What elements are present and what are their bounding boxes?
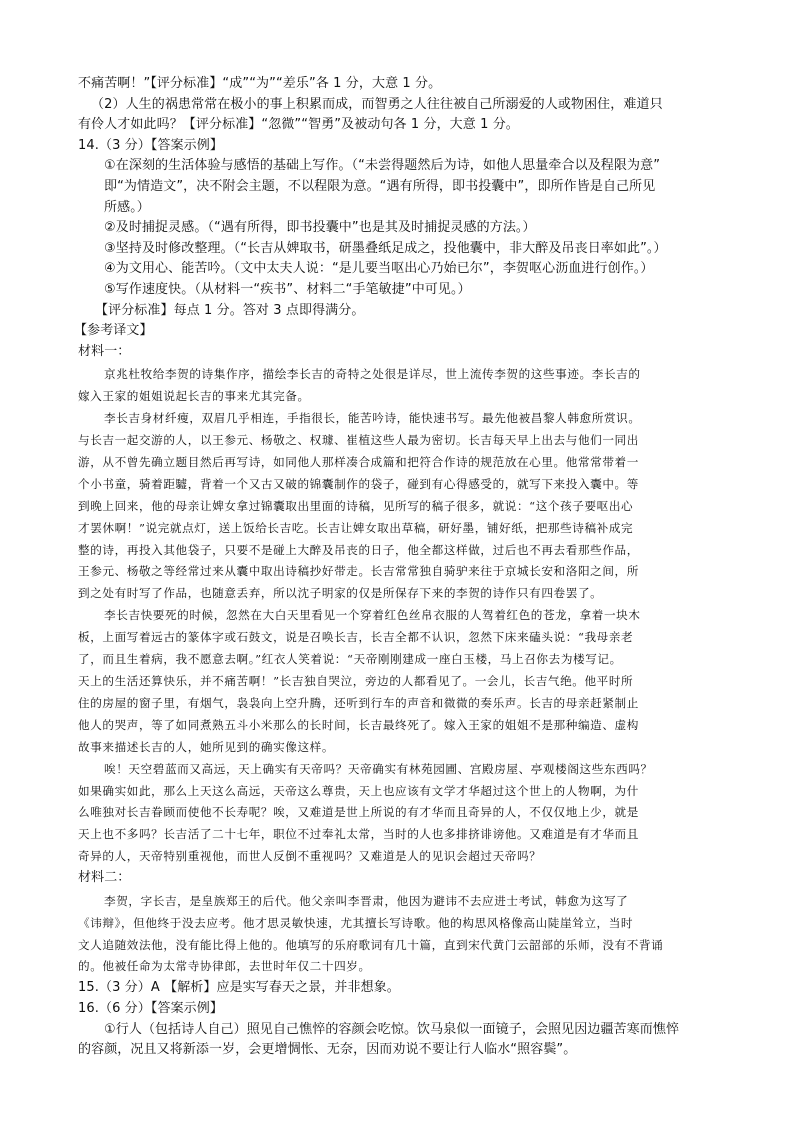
question-15: 15.（3 分）A 【解析】应是实写春天之景，并非想象。 <box>78 980 400 996</box>
q14-line-3: 所感。） <box>104 199 150 215</box>
m1-line-13: 板，上面写着远古的篆体字或石鼓文，说是召唤长吉，长吉全都不认识，忽然下床来磕头说：“我母亲老 <box>78 630 634 645</box>
m1-line-14: 了，而且生着病，我不愿意去啊。”红衣人笑着说：“天帝刚刚建成一座白玉楼，马上召你去为楼写记。 <box>78 652 622 667</box>
question-16-heading: 16.（6 分）【答案示例】 <box>78 1000 223 1016</box>
m2-line-2: 《讳辩》，但他终于没去应考。他才思灵敏快速，尤其擅长写诗歌。他的构思风格像高山陡崖耸立，当时 <box>78 915 634 930</box>
m1-line-17: 他人的哭声，等了如同煮熟五斗小米那么的长时间，长吉最终死了。嫁入王家的姐姐不是那种编造、虚构 <box>78 717 639 732</box>
m1-line-8: 才罢休啊！”说完就点灯，送上饭给长吉吃。长吉让婢女取出草稿，研好墨，铺好纸，把那些诗稿补成完 <box>78 520 634 535</box>
q14-line-5: ③坚持及时修改整理。（“长吉从婢取书，研墨叠纸足成之，投他囊中，非大醉及吊丧日率如此”。） <box>104 240 667 256</box>
top-line-1: 不痛苦啊！”【评分标准】“成”“为”“差乐”各 1 分，大意 1 分。 <box>78 76 442 91</box>
m2-line-1: 李贺，字长吉，是皇族郑王的后代。他父亲叫李晋肃，他因为避讳不去应进士考试，韩愈为这写了 <box>104 893 629 908</box>
m1-line-20: 如果确实如此，那么上天这么高远，天帝这么尊贵，天上也应该有文学才华超过这个世上的人物啊，为什 <box>78 783 639 798</box>
m1-line-7: 到晚上回来，他的母亲让婢女拿过锦囊取出里面的诗稿，见所写的稿子很多，就说：“这个孩子要呕出心 <box>78 498 634 513</box>
top-line-3: 有伶人才如此吗？【评分标准】“忽微”“智勇”及被动句各 1 分，大意 1 分。 <box>78 117 519 133</box>
m1-line-16: 住的房屋的窗子里，有烟气，袅袅向上空升腾，还听到行车的声音和微微的奏乐声。长吉的母亲赶紧制止 <box>78 695 639 710</box>
q14-line-2: 即“为情造文”，决不附会主题，不以程限为意。“遇有所得，即书投囊中”，即所作皆是自己所见 <box>104 178 656 194</box>
m1-line-11: 到之处有时写了作品，也随意丢弃，所以沈子明家的仅是所保存下来的李贺的诗作只有四卷罢了。 <box>78 586 603 601</box>
m1-line-5: 游，从不曾先确立题目然后再写诗，如同他人那样凑合成篇和把符合作诗的规范放在心里。他常常带着一 <box>78 454 639 469</box>
m2-line-3: 文人追随效法他，没有能比得上他的。他填写的乐府歌词有几十篇，直到宋代黄门云韶部的乐师，没有不背诵 <box>78 937 664 952</box>
answer-key-page <box>74 74 718 1061</box>
m1-line-22: 天上也不多吗？长吉活了二十七年，职位不过奉礼太常，当时的人也多排挤诽谤他。又难道是有才华而且 <box>78 827 639 842</box>
q16-line-2: 的容颜，况且又将新添一岁，会更增惆怅、无奈，因而劝说不要让行人临水“照容鬓”。 <box>78 1042 577 1058</box>
m1-line-19: 唉！天空碧蓝而又高远，天上确实有天帝吗？天帝确实有林苑园圃、宫殿房屋、亭观楼阁这些东西吗？ <box>104 761 653 776</box>
m1-line-9: 整的诗，再投入其他袋子，只要不是碰上大醉及吊丧的日子，他全都这样做，过后也不再去看那些作品， <box>78 542 639 557</box>
m1-line-1: 京兆杜牧给李贺的诗集作序，描绘李长吉的奇特之处很是详尽，世上流传李贺的这些事迹。李长吉的 <box>104 367 641 382</box>
m1-line-3: 李长吉身材纤瘦，双眉几乎相连，手指很长，能苦吟诗，能快速书写。最先他被昌黎人韩愈所赏识。 <box>104 411 641 426</box>
m1-line-23: 奇异的人，天帝特别重视他，而世人反倒不重视吗？又难道是人的见识会超过天帝吗？ <box>78 849 542 864</box>
q14-line-7: ⑤写作速度快。（从材料一“疾书”、材料二“手笔敏捷”中可见。） <box>104 281 471 297</box>
q14-line-1: ①在深刻的生活体验与感悟的基础上写作。（“未尝得题然后为诗，如他人思量牵合以及程限为意” <box>104 158 661 174</box>
m1-line-12: 李长吉快要死的时候，忽然在大白天里看见一个穿着红色丝帛衣服的人驾着红色的苍龙，拿着一块木 <box>104 608 641 623</box>
m1-line-18: 故事来描述长吉的人，她所见到的确实像这样。 <box>78 739 335 754</box>
m1-line-6: 个小书童，骑着距驉，背着一个又古又破的锦囊制作的袋子，碰到有心得感受的，就写下来投入囊中。等 <box>78 476 639 491</box>
m1-line-21: 么唯独对长吉眷顾而使他不长寿呢？唉，又难道是世上所说的有才华而且奇异的人，不仅仅地上少，就是 <box>78 805 639 820</box>
top-line-2: （2）人生的祸患常常在极小的事上积累而成，而智勇之人往往被自己所溺爱的人或物困住，难道只 <box>91 96 663 112</box>
question-14-heading: 14.（3 分）【答案示例】 <box>78 137 223 153</box>
m1-line-4: 与长吉一起交游的人，以王参元、杨敬之、权璩、崔植这些人最为密切。长吉每天早上出去与他们一同出 <box>78 433 639 448</box>
material-1-heading: 材料一： <box>78 343 131 359</box>
m1-line-2: 嫁入王家的姐姐说起长吉的事来尤其完备。 <box>78 389 310 404</box>
q14-line-6: ④为文用心、能苦吟。（文中太夫人说：“是儿要当呕出心乃始已尔”，李贺呕心沥血进行创作。） <box>104 261 654 277</box>
m2-line-4: 的。他被任命为太常寺协律郎，去世时年仅二十四岁。 <box>78 959 371 974</box>
material-2-heading: 材料二： <box>78 870 131 886</box>
q14-scoring: 【评分标准】每点 1 分。答对 3 点即得满分。 <box>95 302 365 318</box>
m1-line-10: 王参元、杨敬之等经常过来从囊中取出诗稿抄好带走。长吉常常独自骑驴来往于京城长安和洛阳之间，所 <box>78 564 639 579</box>
q16-line-1: ①行人（包括诗人自己）照见自己憔悴的容颜会吃惊。饮马泉似一面镜子，会照见因边疆苦寒而憔悴 <box>104 1021 680 1037</box>
m1-line-15: 天上的生活还算快乐，并不痛苦啊！”长吉独自哭泣，旁边的人都看见了。一会儿，长吉气绝。他平时所 <box>78 674 634 688</box>
q14-line-4: ②及时捕捉灵感。（“遇有所得，即书投囊中”也是其及时捕捉灵感的方法。） <box>104 220 536 236</box>
reference-translation-heading: 【参考译文】 <box>74 323 153 339</box>
